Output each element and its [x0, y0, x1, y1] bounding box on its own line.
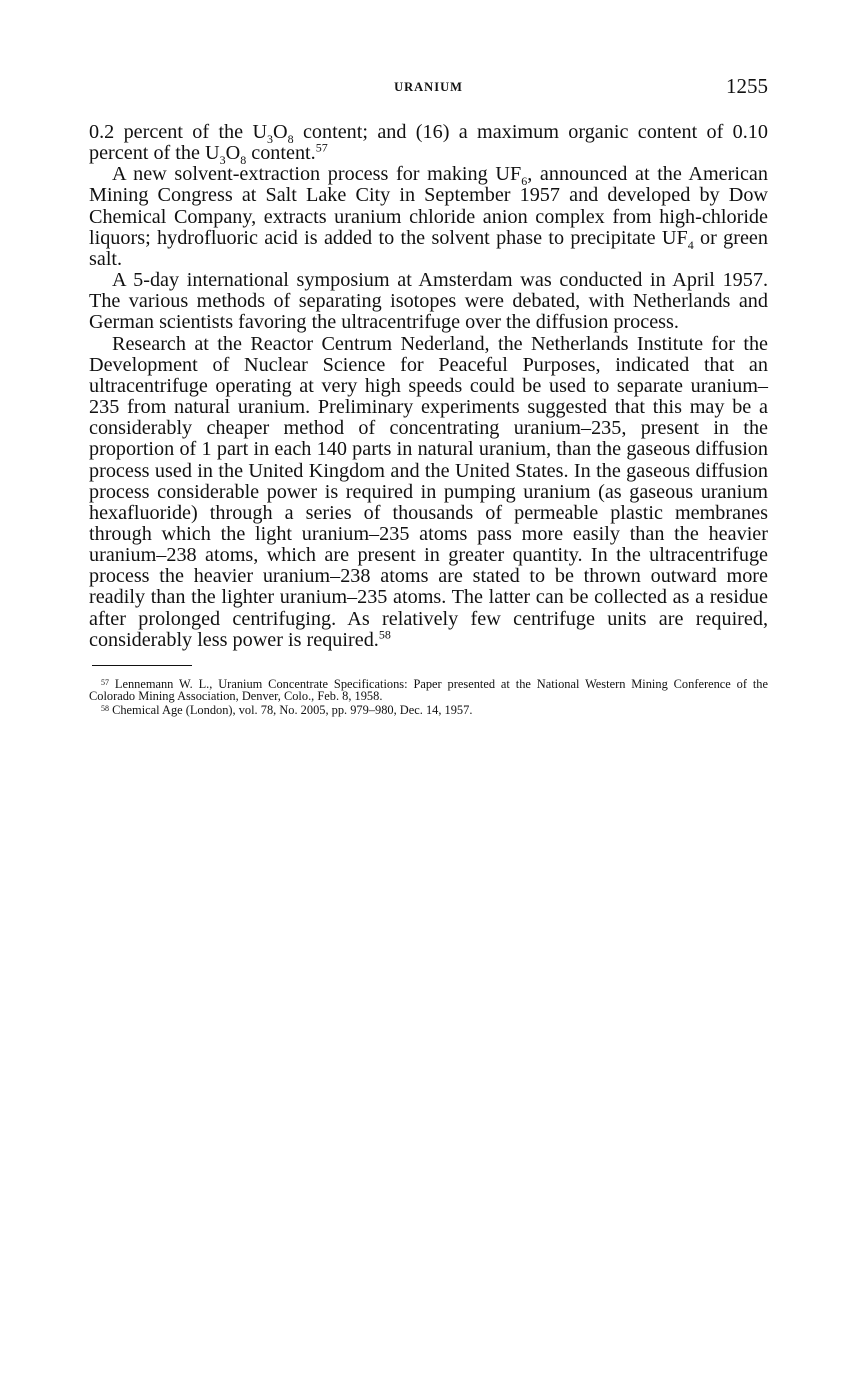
footnote-divider	[92, 665, 192, 666]
paragraph-solvent-extraction: A new solvent-extraction process for making $UF_6$, announced at the American Mining Congress at Salt Lake City in September 1957 and developed by Dow Chemical Company, extracts uranium chloride anion complex from high-chloride liquors; hydrofluoric acid is added to the solvent phase to precipitate $UF_4$ or green salt.	[89, 163, 768, 270]
paragraph-research: Research at the Reactor Centrum Nederland, the Netherlands Institute for the Development of Nuclear Science for Peaceful Purposes, indicated that an ultracentrifuge operating at very high speeds could be used to separate uranium–235 from natural uranium. Preliminary experiments suggested that this may be a considerably cheaper method of concentrating uranium–235, present in the proportion of 1 part in each 140 parts in natural uranium, than the gaseous diffusion process used in the United Kingdom and the United States. In the gaseous diffusion process considerable power is required in pumping uranium (as gaseous uranium hexafluoride) through a series of thousands of permeable plastic membranes through which the light uranium–235 atoms pass more easily than the heavier uranium–238 atoms, which are present in greater quantity. In the ultracentrifuge process the heavier uranium–238 atoms are stated to be thrown outward more readily than the lighter uranium–235 atoms. The latter can be collected as a residue after prolonged centrifuging. As relatively few centrifuge units are required, considerably less power is required.$^{58}$	[89, 332, 768, 651]
footnote-reference-57: 57	[315, 140, 328, 155]
footnotes	[89, 677, 768, 717]
page-header	[89, 74, 768, 102]
body-text	[89, 122, 768, 651]
document-page	[89, 74, 768, 716]
paragraph-continued: 0.2 percent of the $U_3O_8$ content; and (16) a maximum organic content of 0.10 percent of the $U_3O_8$ content.$^{57}$	[89, 121, 768, 168]
footnote-57: $^{57}$ Lennemann W. L., Uranium Concentrate Specifications: Paper presented at the National Western Mining Conference of the Colorado Mining Association, Denver, Colo., Feb. 8, 1958.	[89, 676, 768, 704]
running-head: URANIUM	[394, 80, 463, 94]
footnote-reference-58: 58	[378, 627, 391, 642]
footnote-58: $^{58}$ Chemical Age (London), vol. 78, No. 2005, pp. 979–980, Dec. 14, 1957.	[101, 702, 473, 717]
page-number: 1255	[726, 74, 768, 98]
paragraph-symposium: A 5-day international symposium at Amsterdam was conducted in April 1957. The various methods of separating isotopes were debated, with Netherlands and German scientists favoring the ultracentrifuge over the diffusion process.	[89, 269, 768, 334]
